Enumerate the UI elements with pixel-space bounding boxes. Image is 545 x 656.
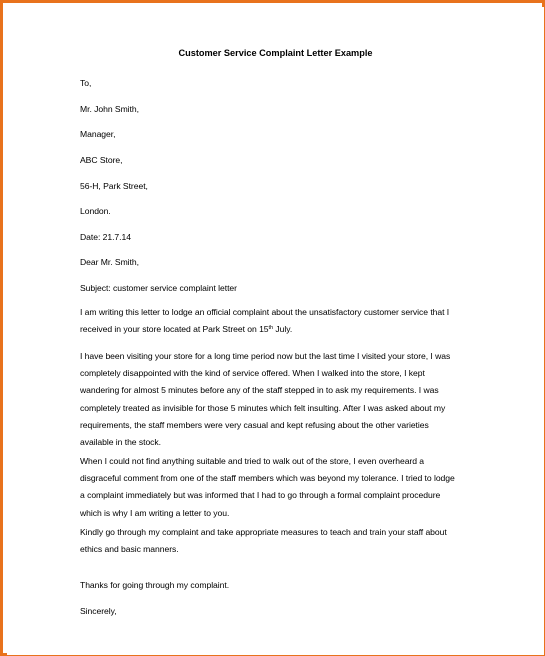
date-superscript: th (268, 325, 274, 332)
paragraph-line: which is why I am writing a letter to you. (80, 507, 230, 518)
paragraph-request (80, 524, 475, 558)
recipient-title: Manager, (80, 129, 116, 139)
to-line: To, (80, 78, 92, 88)
subject-line: Subject: customer service complaint letter (80, 283, 237, 293)
paragraph-line: available in the stock. (80, 437, 162, 448)
paragraph-line: wandering for almost 5 minutes before any of the staff stepped in to ask my requirements. I was (80, 385, 439, 396)
paragraph-intro (80, 304, 475, 338)
paragraph-experience (80, 348, 475, 451)
city: London. (80, 206, 111, 216)
thanks-line: Thanks for going through my complaint. (80, 580, 230, 590)
paragraph-line: ethics and basic manners. (80, 544, 179, 555)
recipient-name: Mr. John Smith, (80, 104, 139, 114)
letter-page (7, 7, 544, 655)
paragraph-line: I have been visiting your store for a long time period now but the last time I visited your store, I was (80, 351, 451, 361)
closing-line: Sincerely, (80, 606, 117, 616)
paragraph-line: completely treated as invisible for those 5 minutes which felt insulting. After I was asked about my (80, 402, 446, 413)
letter-date: Date: 21.7.14 (80, 232, 131, 242)
paragraph-incident (80, 453, 475, 522)
paragraph-line: requirements, the staff members were very casual and kept refusing about the other varieties (80, 419, 429, 430)
paragraph-line: disgraceful comment from one of the staff members which was beyond my tolerance. I tried to lodge (80, 473, 455, 484)
letter-title: Customer Service Complaint Letter Example (178, 48, 373, 58)
salutation: Dear Mr. Smith, (80, 257, 139, 267)
street-address: 56-H, Park Street, (80, 181, 148, 191)
paragraph-line: When I could not find anything suitable and tried to walk out of the store, I even overheard a (80, 456, 425, 466)
line-text: received in your store located at Park Street on 15 (80, 324, 269, 335)
paragraph-line: completely disappointed with the kind of service offered. When I walked into the store, I kept (80, 368, 425, 379)
company-name: ABC Store, (80, 155, 123, 165)
paragraph-line (80, 321, 475, 338)
line-text: July. (273, 324, 293, 335)
paragraph-line: a complaint immediately but was informed that I had to go through a formal complaint procedure (80, 490, 441, 501)
paragraph-line: I am writing this letter to lodge an official complaint about the unsatisfactory customer service that I (80, 307, 450, 317)
paragraph-line: Kindly go through my complaint and take appropriate measures to teach and train your staff about (80, 527, 447, 537)
